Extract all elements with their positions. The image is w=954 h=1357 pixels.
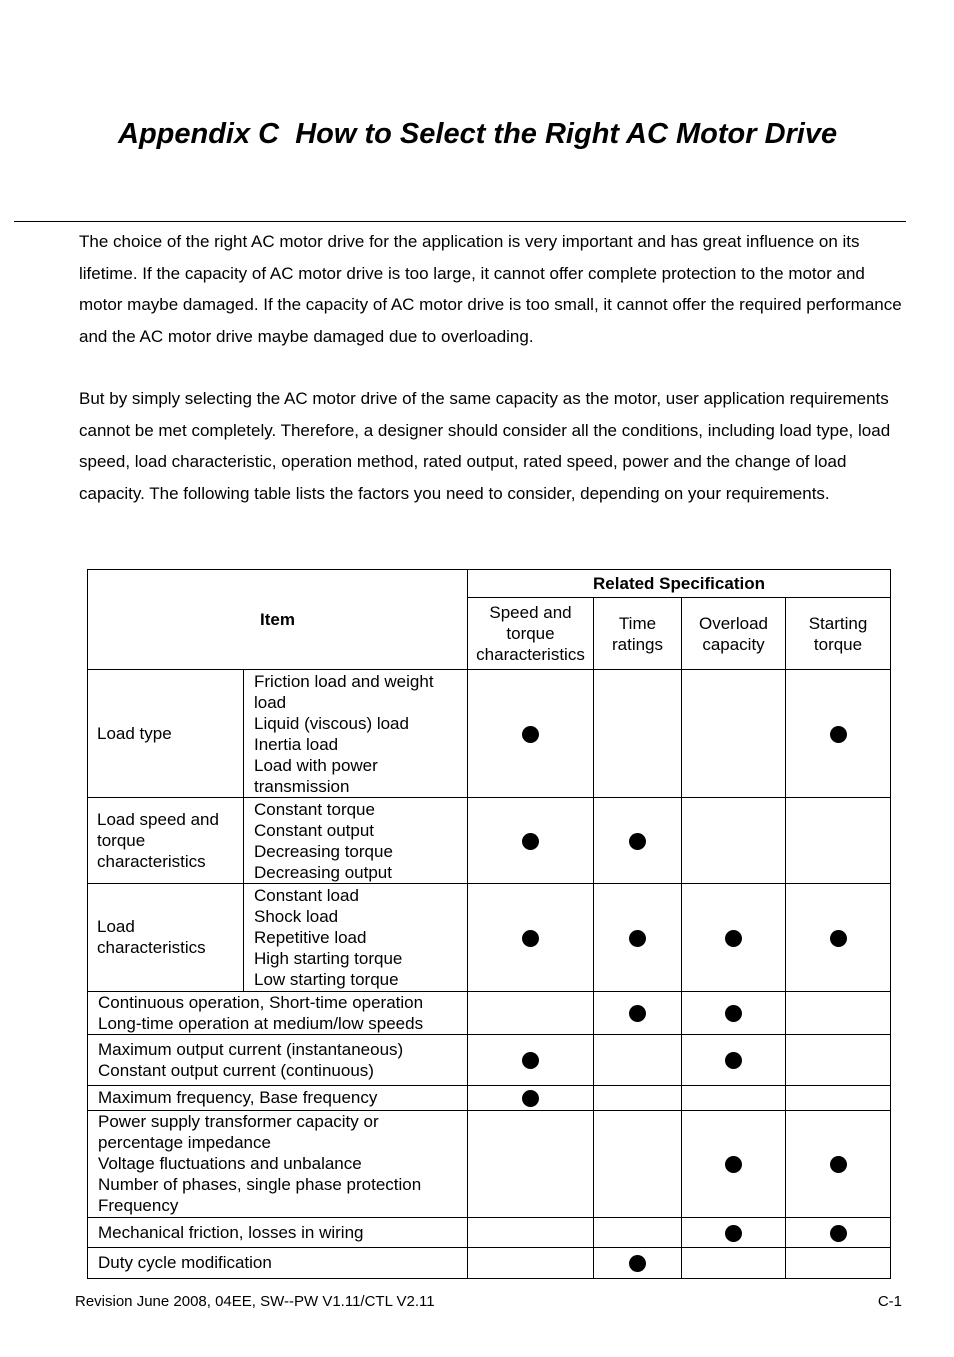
bullet-mark-icon (629, 1255, 646, 1272)
table-row (88, 991, 891, 1034)
bullet-mark-icon (522, 833, 539, 850)
row-item-text: Decreasing torque (254, 841, 393, 861)
bullet-mark-icon (725, 1156, 742, 1173)
spec-mark-cell (594, 670, 682, 798)
table-row (88, 798, 891, 884)
selection-paragraph: But by simply selecting the AC motor drive of the same capacity as the motor, user application requirements cannot be met completely. Therefore, a designer should consider all the conditions, including load type, load speed, load characteristic, operation method, rated output, rated speed, power and the change of load capacity. The following table lists the factors you need to consider, depending on your requirements. (79, 389, 891, 503)
spec-mark-cell (468, 884, 594, 991)
bullet-mark-icon (725, 930, 742, 947)
page-title: Appendix C How to Select the Right AC Motor Drive (118, 118, 838, 150)
intro-paragraph: The choice of the right AC motor drive for the application is very important and has great influence on its lifetime. If the capacity of AC motor drive is too large, it cannot offer complete protection to the motor and motor maybe damaged. If the capacity of AC motor drive is too small, it cannot offer the required performance and the AC motor drive maybe damaged due to overloading. (79, 232, 902, 346)
row-item-text: Duty cycle modification (98, 1253, 272, 1273)
table-row (88, 1034, 891, 1085)
column-header-time-ratings: Time ratings (594, 598, 682, 670)
bullet-mark-icon (830, 1156, 847, 1173)
table-row (88, 670, 891, 798)
column-header-starting-torque: Starting torque (786, 598, 891, 670)
bullet-mark-icon (522, 1090, 539, 1107)
row-item-text: Long-time operation at medium/low speeds (98, 1013, 424, 1033)
row-item-text: Friction load and weight load (254, 671, 434, 712)
row-category-label: Load type (88, 670, 244, 798)
row-item-text: Liquid (viscous) load (254, 713, 409, 733)
row-item-text: Constant torque (254, 799, 375, 819)
row-item-text: Power supply transformer capacity or percentage impedance (98, 1112, 379, 1153)
footer-page-number: C-1 (877, 1293, 902, 1310)
spec-mark-cell (682, 991, 786, 1034)
row-item-list (88, 1085, 468, 1110)
spec-mark-cell (682, 884, 786, 991)
row-item-list (88, 991, 468, 1034)
spec-mark-cell (786, 798, 891, 884)
spec-mark-cell (786, 1085, 891, 1110)
spec-mark-cell (786, 1034, 891, 1085)
bullet-mark-icon (830, 930, 847, 947)
row-item-text: Maximum output current (instantaneous) (98, 1039, 404, 1059)
spec-mark-cell (594, 1110, 682, 1217)
spec-mark-cell (594, 1085, 682, 1110)
bullet-mark-icon (522, 1052, 539, 1069)
table-row (88, 1247, 891, 1278)
row-item-text: Load with power transmission (254, 755, 378, 796)
related-specification-header: Related Specification (468, 570, 891, 598)
spec-mark-cell (468, 798, 594, 884)
spec-mark-cell (786, 1110, 891, 1217)
bullet-mark-icon (522, 930, 539, 947)
row-item-text: Mechanical friction, losses in wiring (98, 1222, 364, 1242)
row-item-text: Continuous operation, Short-time operation (98, 992, 424, 1012)
column-header-speed-torque: Speed and torque characteristics (468, 598, 594, 670)
spec-mark-cell (594, 991, 682, 1034)
footer-revision: Revision June 2008, 04EE, SW--PW V1.11/CTL V2.11 (75, 1293, 435, 1310)
row-item-text: Constant load (254, 885, 359, 905)
row-category-label: Load speed and torque characteristics (88, 798, 244, 884)
row-item-text: Shock load (254, 906, 339, 926)
row-item-text: Constant output current (continuous) (98, 1060, 374, 1080)
spec-mark-cell (786, 991, 891, 1034)
spec-mark-cell (682, 1110, 786, 1217)
bullet-mark-icon (725, 1225, 742, 1242)
row-item-text: Maximum frequency, Base frequency (98, 1088, 378, 1108)
row-item-list (244, 670, 468, 798)
spec-mark-cell (594, 1247, 682, 1278)
row-item-list (244, 798, 468, 884)
spec-mark-cell (468, 991, 594, 1034)
row-item-text: Low starting torque (254, 969, 399, 989)
row-item-list (88, 1034, 468, 1085)
row-item-list (88, 1110, 468, 1217)
spec-mark-cell (786, 1247, 891, 1278)
table-row (88, 1110, 891, 1217)
bullet-mark-icon (830, 726, 847, 743)
row-item-list (88, 1217, 468, 1247)
spec-mark-cell (682, 1247, 786, 1278)
bullet-mark-icon (629, 930, 646, 947)
table-row (88, 884, 891, 991)
row-item-text: Decreasing output (254, 862, 392, 882)
spec-mark-cell (786, 670, 891, 798)
selection-factors-table (87, 569, 891, 1279)
table-row (88, 1217, 891, 1247)
bullet-mark-icon (830, 1225, 847, 1242)
spec-mark-cell (682, 670, 786, 798)
spec-mark-cell (594, 1217, 682, 1247)
spec-mark-cell (594, 884, 682, 991)
spec-mark-cell (682, 1034, 786, 1085)
table-row (88, 1085, 891, 1110)
column-header-overload-capacity: Overload capacity (682, 598, 786, 670)
row-item-list (244, 884, 468, 991)
spec-mark-cell (468, 1217, 594, 1247)
row-item-text: Constant output (254, 820, 375, 840)
spec-mark-cell (594, 798, 682, 884)
row-category-label: Load characteristics (88, 884, 244, 991)
row-item-text: Frequency (98, 1196, 179, 1216)
row-item-text: Inertia load (254, 734, 339, 754)
spec-mark-cell (468, 670, 594, 798)
spec-mark-cell (682, 1217, 786, 1247)
spec-mark-cell (682, 798, 786, 884)
spec-mark-cell (468, 1085, 594, 1110)
row-item-text: High starting torque (254, 948, 403, 968)
spec-mark-cell (786, 884, 891, 991)
item-header: Item (88, 570, 468, 670)
spec-mark-cell (468, 1247, 594, 1278)
spec-mark-cell (594, 1034, 682, 1085)
spec-mark-cell (468, 1110, 594, 1217)
row-item-text: Repetitive load (254, 927, 367, 947)
spec-mark-cell (468, 1034, 594, 1085)
bullet-mark-icon (629, 833, 646, 850)
bullet-mark-icon (629, 1005, 646, 1022)
spec-mark-cell (682, 1085, 786, 1110)
spec-mark-cell (786, 1217, 891, 1247)
bullet-mark-icon (725, 1052, 742, 1069)
row-item-text: Voltage fluctuations and unbalance (98, 1154, 362, 1174)
bullet-mark-icon (725, 1005, 742, 1022)
bullet-mark-icon (522, 726, 539, 743)
row-item-list (88, 1247, 468, 1278)
row-item-text: Number of phases, single phase protection (98, 1175, 422, 1195)
title-divider (14, 221, 906, 222)
